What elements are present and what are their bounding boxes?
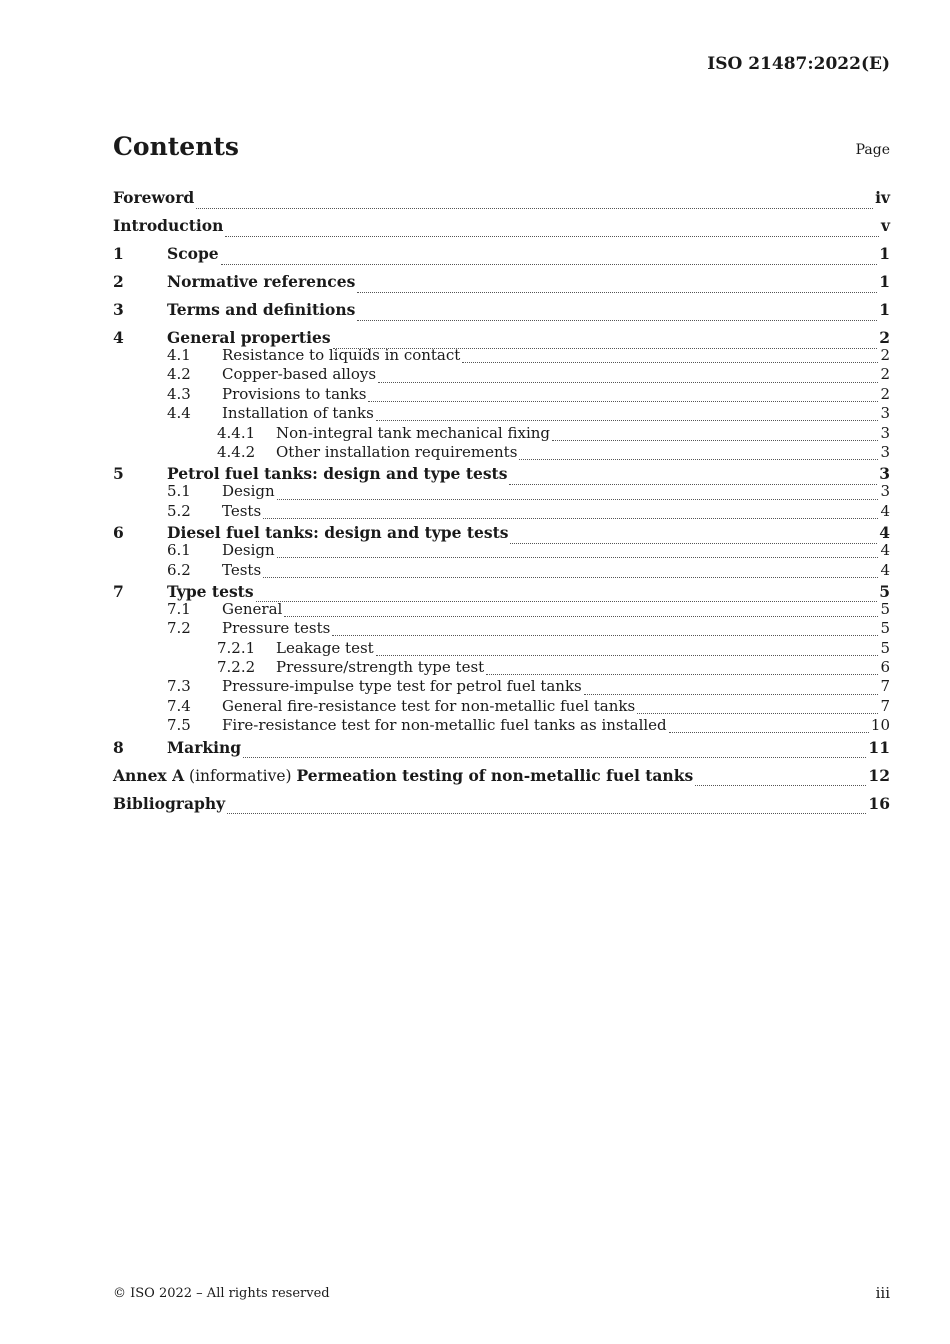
- dot-leader: [277, 545, 879, 558]
- toc-page: 3: [880, 404, 890, 423]
- toc-page: 4: [880, 501, 890, 520]
- toc-number: 7: [113, 581, 124, 601]
- dot-leader: [510, 531, 877, 544]
- dot-leader: [519, 447, 878, 460]
- dot-leader: [669, 720, 869, 733]
- toc-title: Scope: [167, 244, 219, 263]
- dot-leader: [277, 487, 879, 500]
- toc-number: 5.1: [167, 482, 191, 501]
- toc-entry-foreword[interactable]: [113, 186, 890, 214]
- toc-title: Type tests: [167, 581, 254, 601]
- dot-leader: [332, 623, 878, 636]
- dot-leader: [486, 662, 878, 675]
- contents-title: Contents: [113, 132, 240, 161]
- toc-number: 4.4: [167, 404, 191, 423]
- toc-page: 2: [880, 365, 890, 384]
- toc-page: 6: [880, 658, 890, 677]
- toc-title: Marking: [167, 737, 242, 757]
- toc-number: 1: [113, 244, 124, 263]
- dot-leader: [462, 350, 878, 363]
- toc-entry-7-3[interactable]: [113, 677, 890, 696]
- toc-number: 2: [113, 272, 124, 291]
- toc-number: 5.2: [167, 501, 191, 520]
- toc-title: Bibliography: [113, 793, 226, 813]
- page-number: iii: [875, 1284, 890, 1302]
- toc-entry-6-1[interactable]: [113, 541, 890, 560]
- toc-number: 7.2.2: [217, 658, 256, 677]
- toc-page: 12: [868, 765, 890, 785]
- toc-entry-4-4-1[interactable]: [113, 424, 890, 443]
- toc-number: 7.2: [167, 619, 191, 638]
- toc-page: 3: [880, 442, 890, 461]
- toc-title: Resistance to liquids in contact: [222, 346, 461, 364]
- toc-title: Diesel fuel tanks: design and type tests: [167, 523, 509, 543]
- toc-entry-5-2[interactable]: [113, 502, 890, 521]
- dot-leader: [196, 196, 873, 209]
- toc-number: 4.1: [167, 346, 191, 364]
- toc-title: Leakage test: [276, 638, 374, 657]
- dot-leader: [243, 745, 866, 758]
- toc-entry-7-4[interactable]: [113, 697, 890, 716]
- toc-page: 4: [880, 541, 890, 560]
- toc-page: 5: [880, 599, 890, 618]
- toc-title: Petrol fuel tanks: design and type tests: [167, 464, 508, 484]
- toc-entry-4-4[interactable]: [113, 404, 890, 423]
- toc-page: 3: [880, 482, 890, 501]
- dot-leader: [378, 370, 878, 383]
- toc-entry-5-1[interactable]: [113, 482, 890, 501]
- toc-number: 5: [113, 464, 124, 484]
- toc-entry-7-2-2[interactable]: [113, 658, 890, 677]
- toc-page: 2: [880, 384, 890, 403]
- toc-title: Normative references: [167, 272, 356, 291]
- dot-leader: [357, 308, 877, 321]
- dot-leader: [695, 773, 866, 786]
- toc-entry-annex-a[interactable]: [113, 764, 890, 792]
- toc-title: Design: [222, 541, 275, 560]
- toc-entry-introduction[interactable]: [113, 214, 890, 242]
- toc-entry-1[interactable]: [113, 242, 890, 270]
- toc-entry-7-2[interactable]: [113, 619, 890, 638]
- toc-title: General: [222, 599, 283, 618]
- toc-entry-7-5[interactable]: [113, 716, 890, 735]
- toc-title: Design: [222, 482, 275, 501]
- dot-leader: [368, 389, 878, 402]
- toc-page: iv: [875, 188, 890, 207]
- toc-annex-label: Annex A: [113, 765, 185, 785]
- toc-entry-4-4-2[interactable]: [113, 443, 890, 462]
- toc-title: Copper-based alloys: [222, 365, 377, 384]
- toc-entry-8[interactable]: [113, 736, 890, 764]
- dot-leader: [552, 428, 878, 441]
- toc-page: 4: [879, 523, 890, 543]
- table-of-contents: [113, 186, 890, 820]
- dot-leader: [376, 408, 879, 421]
- toc-title: Introduction: [113, 216, 224, 235]
- dot-leader: [256, 589, 878, 602]
- toc-page: 2: [880, 346, 890, 364]
- toc-title: Pressure-impulse type test for petrol fuel tanks: [222, 677, 582, 696]
- toc-title: General properties: [167, 328, 331, 347]
- toc-entry-4-2[interactable]: [113, 365, 890, 384]
- toc-title: Fire-resistance test for non-metallic fuel tanks as installed: [222, 716, 667, 735]
- toc-page: 1: [879, 244, 890, 263]
- toc-number: 4: [113, 328, 124, 347]
- toc-page: 4: [880, 560, 890, 579]
- dot-leader: [376, 643, 879, 656]
- toc-number: 4.3: [167, 384, 191, 403]
- toc-number: 7.5: [167, 716, 191, 735]
- toc-entry-4-3[interactable]: [113, 385, 890, 404]
- toc-title: Foreword: [113, 188, 195, 207]
- toc-title: Non-integral tank mechanical fixing: [276, 423, 551, 442]
- toc-title: Other installation requirements: [276, 442, 518, 461]
- toc-number: 3: [113, 300, 124, 319]
- toc-number: 6.2: [167, 560, 191, 579]
- toc-page: 7: [880, 696, 890, 715]
- dot-leader: [221, 252, 878, 265]
- document-id: ISO 21487:2022(E): [707, 54, 890, 74]
- toc-page: 1: [879, 300, 890, 319]
- toc-number: 4.2: [167, 365, 191, 384]
- copyright-notice: © ISO 2022 – All rights reserved: [113, 1286, 330, 1301]
- toc-number: 8: [113, 737, 124, 757]
- dot-leader: [263, 506, 878, 519]
- toc-page: 3: [879, 464, 890, 484]
- page-column-label: Page: [855, 142, 890, 158]
- dot-leader: [333, 336, 878, 349]
- dot-leader: [584, 682, 879, 695]
- dot-leader: [263, 565, 878, 578]
- dot-leader: [637, 701, 878, 714]
- toc-title: Terms and definitions: [167, 300, 356, 319]
- toc-entry-bibliography[interactable]: [113, 792, 890, 820]
- toc-entry-7-1[interactable]: [113, 600, 890, 619]
- toc-page: 1: [879, 272, 890, 291]
- dot-leader: [357, 280, 877, 293]
- toc-number: 4.4.1: [217, 423, 256, 442]
- toc-title: Provisions to tanks: [222, 384, 367, 403]
- toc-number: 7.4: [167, 696, 191, 715]
- toc-number: 6.1: [167, 541, 191, 560]
- toc-title: General fire-resistance test for non-metallic fuel tanks: [222, 696, 636, 715]
- toc-page: 3: [880, 423, 890, 442]
- toc-number: 7.3: [167, 677, 191, 696]
- toc-entry-2[interactable]: [113, 270, 890, 298]
- toc-page: 10: [870, 716, 890, 735]
- toc-title: Permeation testing of non-metallic fuel tanks: [296, 765, 694, 785]
- toc-entry-6-2[interactable]: [113, 561, 890, 580]
- dot-leader: [509, 472, 877, 485]
- dot-leader: [225, 224, 879, 237]
- toc-title: Pressure tests: [222, 619, 331, 638]
- toc-page: 11: [868, 737, 890, 757]
- toc-number: 7.1: [167, 599, 191, 618]
- toc-entry-4-1[interactable]: [113, 346, 890, 365]
- dot-leader: [284, 604, 878, 617]
- toc-title: Tests: [222, 560, 262, 579]
- toc-number: 6: [113, 523, 124, 543]
- toc-entry-7-2-1[interactable]: [113, 639, 890, 658]
- toc-title: Installation of tanks: [222, 404, 374, 423]
- toc-page: 7: [880, 677, 890, 696]
- dot-leader: [227, 801, 866, 814]
- toc-number: 7.2.1: [217, 638, 256, 657]
- toc-page: 5: [880, 638, 890, 657]
- toc-page: 16: [868, 793, 890, 813]
- toc-title: Tests: [222, 501, 262, 520]
- toc-number: 4.4.2: [217, 442, 256, 461]
- toc-page: 2: [879, 328, 890, 347]
- toc-annex-note: (informative): [189, 766, 292, 785]
- toc-page: 5: [880, 619, 890, 638]
- toc-page: 5: [879, 581, 890, 601]
- toc-title: Pressure/strength type test: [276, 658, 485, 677]
- toc-entry-3[interactable]: [113, 298, 890, 326]
- toc-page: v: [880, 216, 890, 235]
